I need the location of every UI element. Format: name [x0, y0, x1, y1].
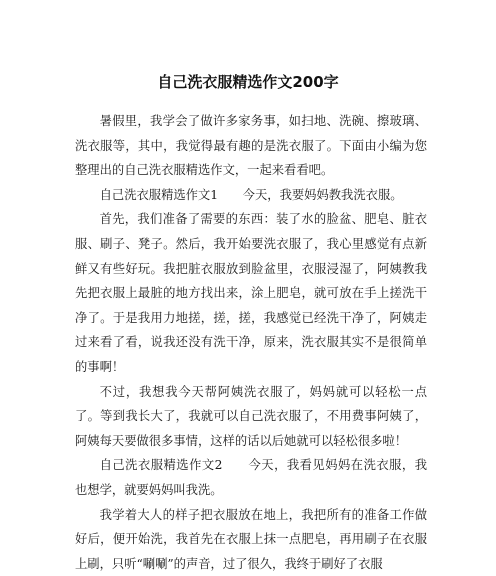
paragraph-essay1-heading: 自己洗衣服精选作文1 今天，我要妈妈教我洗衣服。	[75, 183, 427, 208]
document-title: 自己洗衣服精选作文200字	[0, 71, 496, 93]
document-body	[75, 109, 427, 576]
paragraph-essay1-ending: 不过，我想我今天帮阿姨洗衣服了，妈妈就可以轻松一点了。等到我长大了，我就可以自己洗衣服了，不用费事阿姨了，阿姨每天要做很多事情，这样的话以后她就可以轻松很多啦！	[75, 380, 427, 454]
paragraph-essay2-heading: 自己洗衣服精选作文2 今天，我看见妈妈在洗衣服，我也想学，就要妈妈叫我洗。	[75, 453, 427, 502]
paragraph-intro: 暑假里，我学会了做许多家务事，如扫地、洗碗、擦玻璃、洗衣服等，其中，我觉得最有趣的是洗衣服了。下面由小编为您整理出的自己洗衣服精选作文，一起来看看吧。	[75, 109, 427, 183]
paragraph-essay1-body: 首先，我们准备了需要的东西：装了水的脸盆、肥皂、脏衣服、刷子、凳子。然后，我开始要洗衣服了，我心里感觉有点新鲜又有些好玩。我把脏衣服放到脸盆里，衣服浸湿了，阿姨教我先把衣服上最脏的地方找出来，涂上肥皂，就可放在手上搓洗干净了。于是我用力地搓，搓，搓，我感觉已经洗干净了，阿姨走过来看了看，说我还没有洗干净，原来，洗衣服其实不是很简单的事啊！	[75, 207, 427, 379]
paragraph-essay2-body: 我学着大人的样子把衣服放在地上，我把所有的准备工作做好后，便开始洗，我首先在衣服上抹一点肥皂，再用刷子在衣服上刷，只听“唰唰”的声音，过了很久，我终于刷好了衣服	[75, 503, 427, 576]
